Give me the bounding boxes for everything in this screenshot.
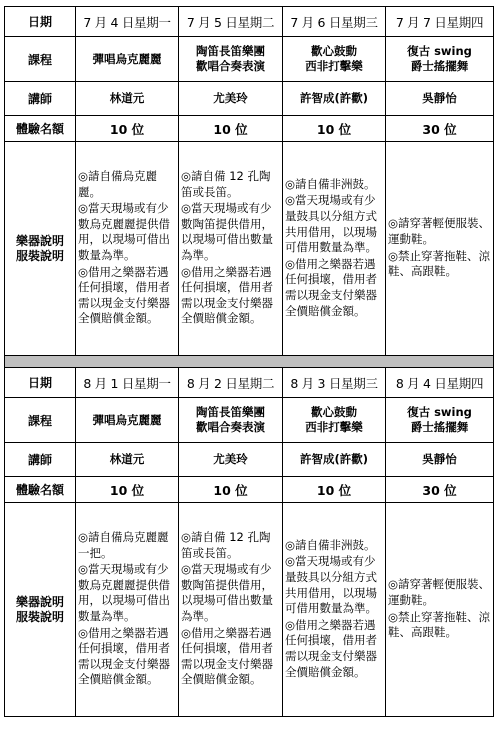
session-date: 7 月 6 日星期三 xyxy=(283,7,386,37)
quota-value: 10 位 xyxy=(179,477,283,503)
attire-label-line: 服裝說明 xyxy=(15,609,64,624)
course-name-line: 西非打擊樂 xyxy=(305,59,363,73)
session-date: 8 月 2 日星期二 xyxy=(179,368,283,398)
teacher-name: 許智成(許歡) xyxy=(283,443,386,477)
quota-value: 10 位 xyxy=(283,477,386,503)
session-date: 7 月 5 日星期二 xyxy=(179,7,283,37)
course-name-line: 彈唱烏克麗麗 xyxy=(92,51,162,66)
teacher-name: 林道元 xyxy=(76,82,179,116)
notes-row xyxy=(5,142,494,356)
quota-value: 30 位 xyxy=(386,116,494,142)
notes-cell xyxy=(76,142,179,356)
session-date: 8 月 1 日星期一 xyxy=(76,368,179,398)
quota-row xyxy=(5,477,494,503)
schedule-body xyxy=(5,7,494,717)
note-item: ◎借用之樂器若遇任何損壞，借用者需以現金支付樂器全價賠償金額。 xyxy=(78,625,170,687)
course-name-line: 復古 swing xyxy=(407,44,472,58)
course-name-line: 歡唱合奏表演 xyxy=(196,59,265,73)
course-name xyxy=(386,398,494,443)
note-item: ◎當天現場或有少數烏克麗麗提供借用，以現場可借出數量為準。 xyxy=(78,201,170,262)
note-item: ◎請自備 12 孔陶笛或長笛。 xyxy=(181,169,271,199)
course-label: 課程 xyxy=(5,37,76,82)
session-date: 7 月 7 日星期四 xyxy=(386,7,494,37)
date-row xyxy=(5,7,494,37)
section-separator xyxy=(5,356,494,368)
teacher-name: 尤美玲 xyxy=(179,443,283,477)
separator-bar xyxy=(5,356,494,368)
quota-value: 10 位 xyxy=(283,116,386,142)
session-date: 7 月 4 日星期一 xyxy=(76,7,179,37)
course-name-line: 歡心鼓動 xyxy=(311,44,357,58)
notes-cell xyxy=(386,142,494,356)
teacher-row xyxy=(5,82,494,116)
quota-value: 30 位 xyxy=(386,477,494,503)
instruments-label-line: 樂器說明 xyxy=(15,233,64,248)
course-name-line: 爵士搖擺舞 xyxy=(410,420,469,434)
course-name xyxy=(179,37,283,82)
teacher-label: 講師 xyxy=(5,82,76,116)
course-name xyxy=(283,37,386,82)
session-date: 8 月 4 日星期四 xyxy=(386,368,494,398)
course-label: 課程 xyxy=(5,398,76,443)
note-item: ◎請自備烏克麗麗一把。 xyxy=(78,530,169,560)
teacher-name: 吳靜怡 xyxy=(386,82,494,116)
quota-label: 體驗名額 xyxy=(5,116,76,142)
course-name-line: 陶笛長笛樂團 xyxy=(196,405,265,419)
note-item: ◎當天現場或有少量鼓具以分組方式共用借用，以現場可借用數量為準。 xyxy=(285,554,377,616)
course-name-line: 歡唱合奏表演 xyxy=(196,420,265,434)
note-item: ◎禁止穿著拖鞋、涼鞋、高跟鞋。 xyxy=(388,609,491,640)
note-item: ◎當天現場或有少數烏克麗麗提供借用，以現場可借出數量為準。 xyxy=(78,562,170,623)
note-item: ◎請穿著輕便服裝、運動鞋。 xyxy=(388,577,491,607)
course-name-line: 爵士搖擺舞 xyxy=(410,59,469,73)
notes-cell xyxy=(76,503,179,717)
quota-value: 10 位 xyxy=(76,116,179,142)
course-row xyxy=(5,37,494,82)
course-name xyxy=(283,398,386,443)
course-name-line: 歡心鼓動 xyxy=(311,405,357,419)
course-name-line: 西非打擊樂 xyxy=(305,420,363,434)
note-item: ◎借用之樂器若遇任何損壞，借用者需以現金支付樂器全價賠償金額。 xyxy=(285,256,377,318)
quota-value: 10 位 xyxy=(76,477,179,503)
notes-cell xyxy=(283,503,386,717)
notes-cell xyxy=(179,142,283,356)
course-name xyxy=(179,398,283,443)
schedule-table xyxy=(4,6,494,717)
notes-cell xyxy=(179,503,283,717)
session-date: 8 月 3 日星期三 xyxy=(283,368,386,398)
teacher-name: 許智成(許歡) xyxy=(283,82,386,116)
course-name xyxy=(76,37,179,82)
notes-cell xyxy=(386,503,494,717)
note-item: ◎請穿著輕便服裝、運動鞋。 xyxy=(388,216,491,246)
course-name-line: 陶笛長笛樂團 xyxy=(196,44,265,58)
note-item: ◎請自備 12 孔陶笛或長笛。 xyxy=(181,530,271,560)
teacher-name: 尤美玲 xyxy=(179,82,283,116)
teacher-name: 吳靜怡 xyxy=(386,443,494,477)
course-name xyxy=(386,37,494,82)
note-item: ◎當天現場或有少量鼓具以分組方式共用借用，以現場可借用數量為準。 xyxy=(285,193,377,255)
date-label: 日期 xyxy=(5,7,76,37)
course-row xyxy=(5,398,494,443)
teacher-row xyxy=(5,443,494,477)
instruments-label xyxy=(5,503,76,717)
course-name xyxy=(76,398,179,443)
date-row xyxy=(5,368,494,398)
course-name-line: 復古 swing xyxy=(407,405,472,419)
note-item: ◎借用之樂器若遇任何損壞，借用者需以現金支付樂器全價賠償金額。 xyxy=(285,617,377,679)
note-item: ◎借用之樂器若遇任何損壞，借用者需以現金支付樂器全價賠償金額。 xyxy=(181,625,273,687)
note-item: ◎當天現場或有少數陶笛提供借用，以現場可借出數量為準。 xyxy=(181,201,273,262)
note-item: ◎請自備非洲鼓。 xyxy=(285,176,376,191)
note-item: ◎請自備非洲鼓。 xyxy=(285,537,376,552)
course-name-line: 彈唱烏克麗麗 xyxy=(92,412,162,427)
notes-row xyxy=(5,503,494,717)
date-label: 日期 xyxy=(5,368,76,398)
note-item: ◎請自備烏克麗麗。 xyxy=(78,169,158,199)
teacher-label: 講師 xyxy=(5,443,76,477)
quota-label: 體驗名額 xyxy=(5,477,76,503)
quota-row xyxy=(5,116,494,142)
note-item: ◎借用之樂器若遇任何損壞，借用者需以現金支付樂器全價賠償金額。 xyxy=(181,264,273,326)
quota-value: 10 位 xyxy=(179,116,283,142)
instruments-label-line: 樂器說明 xyxy=(15,594,64,609)
attire-label-line: 服裝說明 xyxy=(15,248,64,263)
note-item: ◎禁止穿著拖鞋、涼鞋、高跟鞋。 xyxy=(388,248,491,279)
notes-cell xyxy=(283,142,386,356)
instruments-label xyxy=(5,142,76,356)
note-item: ◎當天現場或有少數陶笛提供借用，以現場可借出數量為準。 xyxy=(181,562,273,623)
note-item: ◎借用之樂器若遇任何損壞，借用者需以現金支付樂器全價賠償金額。 xyxy=(78,264,170,326)
teacher-name: 林道元 xyxy=(76,443,179,477)
